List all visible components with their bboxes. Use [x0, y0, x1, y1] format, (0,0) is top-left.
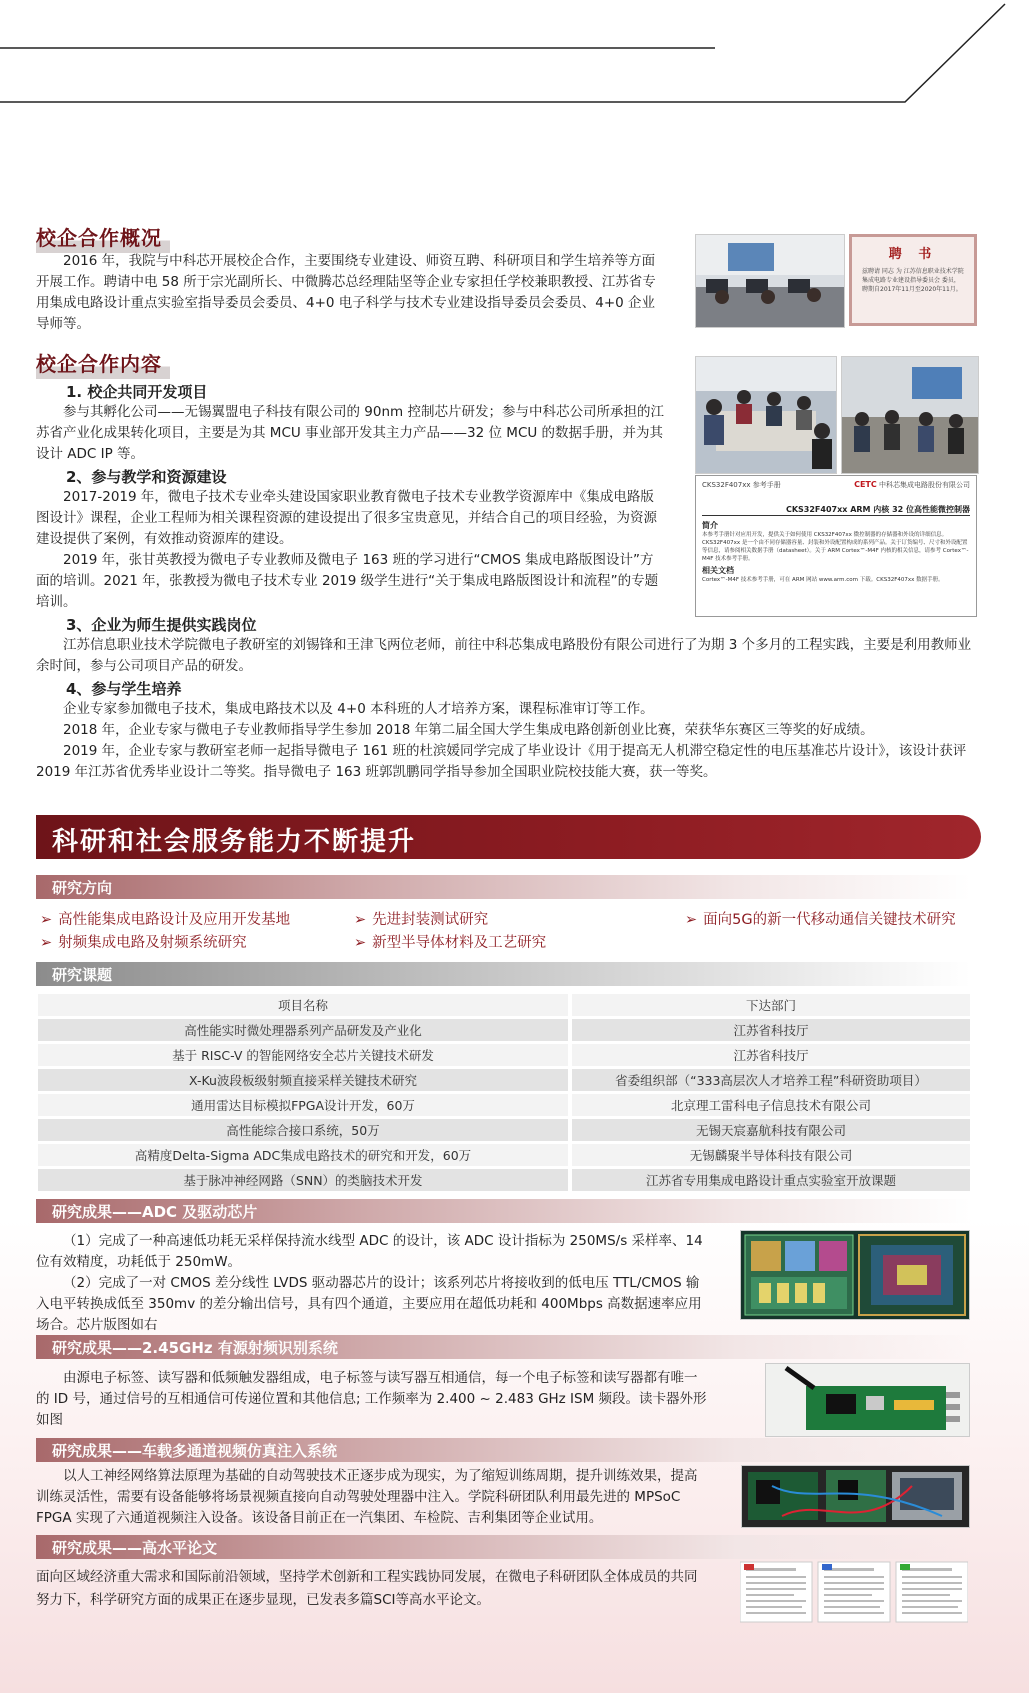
research-banner-title: 科研和社会服务能力不断提升 — [52, 827, 417, 857]
manual-heading: CKS32F407xx ARM 内核 32 位高性能微控制器 — [702, 504, 970, 516]
manual-company: 中科芯集成电路股份有限公司 — [879, 481, 970, 489]
result-video-bar — [36, 1438, 971, 1462]
result-papers-bar — [36, 1535, 971, 1559]
table-cell: 高性能综合接口系统，50万 — [38, 1119, 568, 1141]
table-cell: 北京理工雷科电子信息技术有限公司 — [572, 1094, 970, 1116]
coop-item-4-heading: 4、参与学生培养 — [66, 680, 182, 698]
result-rfid-title: 研究成果——2.45GHz 有源射频识别系统 — [52, 1339, 338, 1357]
table-header-row — [38, 994, 970, 1016]
chevron-right-icon: ➢ — [685, 912, 698, 928]
directions-title: 研究方向 — [52, 879, 113, 897]
table-row — [38, 1144, 970, 1166]
table-row — [38, 1044, 970, 1066]
manual-related-title: 相关文档 — [702, 566, 734, 575]
table-header-cell: 项目名称 — [38, 994, 568, 1016]
certificate-text: 兹聘请 同志 为 江苏信息职业技术学院 集成电路专业建设指导委员会 委员，聘期自2017年11月至2020年11月。 — [862, 268, 964, 293]
table-cell: 无锡麟聚半导体科技有限公司 — [572, 1144, 970, 1166]
table-row — [38, 1094, 970, 1116]
manual-intro-title: 简介 — [702, 521, 718, 530]
coop-item-1-heading: 1. 校企共同开发项目 — [66, 383, 208, 401]
projects-title: 研究课题 — [52, 966, 113, 984]
coop-content-heading: 校企合作内容 — [36, 348, 170, 379]
meeting-photo-3 — [841, 356, 979, 474]
table-cell: 高性能实时微处理器系列产品研发及产业化 — [38, 1019, 568, 1041]
directions-bar — [36, 875, 971, 899]
chevron-right-icon: ➢ — [40, 912, 53, 928]
manual-intro-text: 本参考手册针对应用开发，提供关于如何使用 CKS32F407xx 微控制器的存储器和外设的详细信息。CKS32F407xx 是一个由不同存储器容量、封装和外设配置构成的系列产品。关于订货编号、尺寸和外设配置等信息，请参阅相关数据手册（datasheet）。关于 ARM Cortex™-M4F 内核的相关信息，请参考 Cortex™-M4F 技术参考手册。 — [702, 532, 969, 562]
chevron-right-icon: ➢ — [40, 935, 53, 951]
table-cell: X-Ku波段板级射频直接采样关键技术研究 — [38, 1069, 568, 1091]
table-row — [38, 1169, 970, 1191]
projects-bar — [36, 962, 971, 986]
table-cell: 省委组织部（“333高层次人才培养工程”科研资助项目） — [572, 1069, 970, 1091]
table-header-cell: 下达部门 — [572, 994, 970, 1016]
table-row — [38, 1119, 970, 1141]
direction-item: ➢ 先进封装测试研究 — [354, 912, 489, 928]
result-rfid-text: 由源电子标签、读写器和低频触发器组成，电子标签与读写器互相通信，每一个电子标签和读写器都有唯一的 ID 号，通过信号的互相通信可传递位置和其他信息; 工作频率为 2.400 ~ 2.483 GHz ISM 频段。读卡器外形如图 — [36, 1370, 707, 1428]
coop-item-4-text-c: 2019 年，企业专家与教研室老师一起指导微电子 161 班的杜滨媛同学完成了毕业设计《用于提高无人机滞空稳定性的电压基准芯片设计》，该设计获评 2019 年江苏省优秀毕业设计二等奖。指导微电子 163 班郭凯鹏同学指导参加全国职业院校技能大赛，获一等奖。 — [36, 743, 967, 780]
table-cell: 江苏省科技厅 — [572, 1044, 970, 1066]
table-cell: 高精度Delta-Sigma ADC集成电路技术的研究和开发，60万 — [38, 1144, 568, 1166]
certificate-title: 聘 书 — [888, 247, 938, 262]
coop-overview-heading: 校企合作概况 — [36, 222, 170, 253]
table-cell: 江苏省科技厅 — [572, 1019, 970, 1041]
table-cell: 通用雷达目标模拟FPGA设计开发，60万 — [38, 1094, 568, 1116]
coop-item-4-text-a: 企业专家参加微电子技术，集成电路技术以及 4+0 本科班的人才培养方案，课程标准审订等工作。 — [63, 701, 654, 717]
meeting-photo-2 — [695, 356, 837, 474]
result-rfid-bar — [36, 1335, 971, 1359]
coop-item-3-text: 江苏信息职业技术学院微电子教研室的刘锡锋和王津飞两位老师，前往中科芯集成电路股份有限公司进行了为期 3 个多月的工程实践，主要是利用教师业余时间，参与公司项目产品的研发。 — [36, 637, 972, 674]
result-papers-title: 研究成果——高水平论文 — [52, 1539, 218, 1557]
result-papers-text: 面向区域经济重大需求和国际前沿领域，坚持学术创新和工程实践协同发展，在微电子科研团队全体成员的共同努力下，科学研究方面的成果正在逐步显现，已发表多篇SCI等高水平论文。 — [36, 1569, 698, 1608]
manual-related-text: Cortex™-M4F 技术参考手册，可在 ARM 网站 www.arm.com 下载。CKS32F407xx 数据手册。 — [702, 577, 944, 583]
cetc-logo: CETC — [854, 480, 877, 489]
direction-item: ➢ 高性能集成电路设计及应用开发基地 — [40, 912, 291, 928]
chip-layout-image — [740, 1230, 970, 1320]
result-adc-text-1: （1）完成了一种高速低功耗无采样保持流水线型 ADC 的设计，该 ADC 设计指标为 250MS/s 采样率、14 位有效精度，功耗低于 250mW。 — [36, 1233, 703, 1270]
chevron-right-icon: ➢ — [354, 912, 367, 928]
direction-item: ➢ 射频集成电路及射频系统研究 — [40, 935, 247, 951]
meeting-photo-1 — [695, 234, 845, 328]
coop-item-2-text-b: 2019 年，张甘英教授为微电子专业教师及微电子 163 班的学习进行“CMOS 集成电路版图设计”方面的培训。2021 年，张教授为微电子技术专业 2019 级学生进行“关于集成电路版图设计和流程”的专题培训。 — [36, 552, 659, 610]
coop-item-4-text-b: 2018 年，企业专家与微电子专业教师指导学生参加 2018 年第二届全国大学生集成电路创新创业比赛，荣获华东赛区三等奖的好成绩。 — [63, 722, 874, 738]
video-injection-device-image — [741, 1465, 970, 1528]
table-row — [38, 1069, 970, 1091]
direction-item: ➢ 面向5G的新一代移动通信关键技术研究 — [685, 912, 956, 928]
certificate-image — [849, 234, 977, 326]
table-cell: 基于脉冲神经网路（SNN）的类脑技术开发 — [38, 1169, 568, 1191]
table-cell: 基于 RISC-V 的智能网络安全芯片关键技术研发 — [38, 1044, 568, 1066]
table-row — [38, 1019, 970, 1041]
chevron-right-icon: ➢ — [354, 935, 367, 951]
result-adc-title: 研究成果——ADC 及驱动芯片 — [52, 1203, 258, 1221]
papers-image — [740, 1560, 968, 1624]
coop-item-3-heading: 3、企业为师生提供实践岗位 — [66, 616, 257, 634]
coop-item-2-text-a: 2017-2019 年，微电子技术专业牵头建设国家职业教育微电子技术专业教学资源库中《集成电路版图设计》课程，企业工程师为相关课程资源的建设提出了很多宝贵意见，并结合自己的项目经验，为资源建设提供了案例，有效推动资源库的建设。 — [36, 489, 657, 547]
result-adc-bar — [36, 1199, 971, 1223]
projects-table — [38, 991, 970, 1194]
rfid-reader-image — [765, 1363, 970, 1437]
table-cell: 无锡天宸嘉航科技有限公司 — [572, 1119, 970, 1141]
result-video-title: 研究成果——车载多通道视频仿真注入系统 — [52, 1442, 338, 1460]
research-banner — [36, 815, 981, 859]
coop-overview-text: 2016 年，我院与中科芯开展校企合作，主要围绕专业建设、师资互聘、科研项目和学生培养等方面开展工作。聘请中电 58 所于宗光副所长、中微腾芯总经理陆坚等企业专家担任学校兼职教授、江苏省专用集成电路设计重点实验室指导委员会委员、4+0 电子科学与技术专业建设指导委员会委员、4+0 企业导师等。 — [36, 253, 656, 332]
result-video-text: 以人工神经网络算法原理为基础的自动驾驶技术正逐步成为现实，为了缩短训练周期，提升训练效果，提高训练灵活性，需要有设备能够将场景视频直接向自动驾驶处理器中注入。学院科研团队利用最先进的 MPSoC FPGA 实现了六通道视频注入设备。该设备目前正在一汽集团、车检院、吉利集团等企业试用。 — [36, 1468, 698, 1526]
table-cell: 江苏省专用集成电路设计重点实验室开放课题 — [572, 1169, 970, 1191]
header-decoration — [0, 0, 1029, 110]
direction-item: ➢ 新型半导体材料及工艺研究 — [354, 935, 547, 951]
result-adc-text-2: （2）完成了一对 CMOS 差分线性 LVDS 驱动器芯片的设计；该系列芯片将接收到的低电压 TTL/CMOS 输入电平转换成低至 350mv 的差分输出信号，具有四个通道，主要应用在超低功耗和 400Mbps 高数据速率应用场合。芯片版图如右 — [36, 1275, 702, 1333]
coop-item-1-text: 参与其孵化公司——无锡翼盟电子科技有限公司的 90nm 控制芯片研发；参与中科芯公司所承担的江苏省产业化成果转化项目，主要是为其 MCU 事业部开发其主力产品——32 位 MCU 的数据手册，并为其设计 ADC IP 等。 — [36, 404, 664, 462]
manual-code: CKS32F407xx 参考手册 — [702, 481, 781, 489]
reference-manual-excerpt — [695, 475, 977, 617]
coop-item-2-heading: 2、参与教学和资源建设 — [66, 468, 227, 486]
